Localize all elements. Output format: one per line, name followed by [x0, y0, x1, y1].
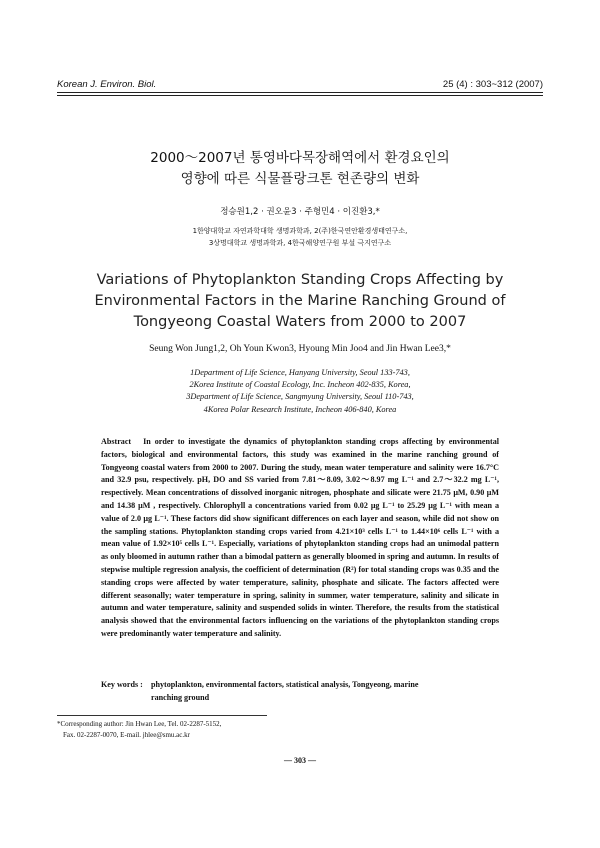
page-number: — 303 — — [284, 756, 316, 765]
header-rule-thin — [57, 95, 543, 96]
keywords-line-2: ranching ground — [151, 692, 210, 702]
journal-name: Korean J. Environ. Biol. — [57, 79, 157, 90]
english-title-line-3: Tongyeong Coastal Waters from 2000 to 2007 — [133, 314, 467, 330]
running-header — [57, 76, 543, 94]
english-title — [0, 270, 600, 333]
keywords — [101, 679, 499, 705]
korean-authors: 정승원1,2 · 권오윤3 · 주형민4 · 이진환3,* — [220, 207, 380, 217]
header-rule — [57, 92, 543, 93]
korean-title-line-1: 2000～2007년 통영바다목장해역에서 환경요인의 — [150, 150, 450, 166]
korean-affiliation-line-1: 1한양대학교 자연과학대학 생명과학과, 2(주)한국연안환경생태연구소, — [192, 227, 408, 235]
keywords-line-1: phytoplankton, environmental factors, statistical analysis, Tongyeong, marine — [151, 680, 419, 689]
korean-affiliations — [0, 225, 600, 249]
footnote-line-2: Fax. 02-2287-0070, E-mail. jhlee@smu.ac.kr — [63, 731, 190, 739]
korean-title-line-2: 영향에 따른 식물플랑크톤 현존량의 변화 — [180, 171, 420, 187]
abstract-label: Abstract — [101, 437, 132, 446]
footnote-rule — [57, 715, 267, 716]
keywords-label: Key words : — [101, 680, 143, 689]
corresponding-author-footnote — [57, 719, 357, 741]
english-title-line-2: Environmental Factors in the Marine Ranching Ground of — [94, 293, 506, 309]
english-affiliations — [0, 367, 600, 416]
abstract — [101, 436, 499, 641]
korean-affiliation-line-2: 3상명대학교 생명과학과, 4한국해양연구원 부설 극지연구소 — [208, 239, 392, 247]
english-title-line-1: Variations of Phytoplankton Standing Crops Affecting by — [96, 272, 504, 288]
korean-title — [0, 148, 600, 190]
affiliation-2: 2Korea Institute of Coastal Ecology, Inc. Incheon 402-835, Korea, — [189, 380, 411, 390]
footnote-line-1: *Corresponding author: Jin Hwan Lee, Tel. 02-2287-5152, — [57, 720, 222, 728]
volume-pages: 25 (4) : 303~312 (2007) — [442, 79, 543, 90]
english-authors: Seung Won Jung1,2, Oh Youn Kwon3, Hyoung Min Joo4 and Jin Hwan Lee3,* — [149, 344, 451, 354]
affiliation-3: 3Department of Life Science, Sangmyung University, Seoul 110-743, — [186, 392, 414, 402]
abstract-text: In order to investigate the dynamics of phytoplankton standing crops affecting by environmental factors, biological and environmental factors, this study was examined in the marine ranching ground of Tongyeong coastal waters from 2000 to 2007. During the study, mean water temperature and salinity were 16.7°C and 32.9 psu, respectively. pH, DO and SS varied from 7.81～8.09, 3.02～8.97 mg L⁻¹ and 2.7～32.2 mg L⁻¹, respectively. Mean concentrations of dissolved inorganic nitrogen, phosphate and silicate were 21.75 μM, 0.90 μM and 14.38 μM , respectively. Chlorophyll a concentrations varied from 0.02 μg L⁻¹ to 25.29 μg L⁻¹ with mean a value of 2.0 μg L⁻¹. These factors did show significant differences on each layer and season, while did not show on the sampling stations. Phytoplankton standing crops varied from 4.21×10³ cells L⁻¹ to 1.44×10⁶ cells L⁻¹ with a mean value of 1.92×10⁵ cells L⁻¹. Especially, variations of phytoplankton standing crops had an unimodal pattern as only bloomed in autumn rather than a bimodal pattern as generally bloomed in spring and autumn. In results of stepwise multiple regression analysis, the coefficient of determination (R²) for total standing crops was 0.35 and the standing crops were affected by water temperature, salinity, phosphate and silicate. The factors affected were different seasonally; water temperature in spring, salinity in summer, water temperature, salinity and silicate in autumn and water temperature, salinity and suspended solids in winter. Therefore, the results from the statistical analysis showed that the environmental factors influencing on the variations of the phytoplankton standing crops were predominantly water temperature and salinity. — [101, 437, 499, 638]
affiliation-4: 4Korea Polar Research Institute, Incheon 406-840, Korea — [203, 404, 397, 414]
affiliation-1: 1Department of Life Science, Hanyang University, Seoul 133-743, — [190, 368, 410, 377]
